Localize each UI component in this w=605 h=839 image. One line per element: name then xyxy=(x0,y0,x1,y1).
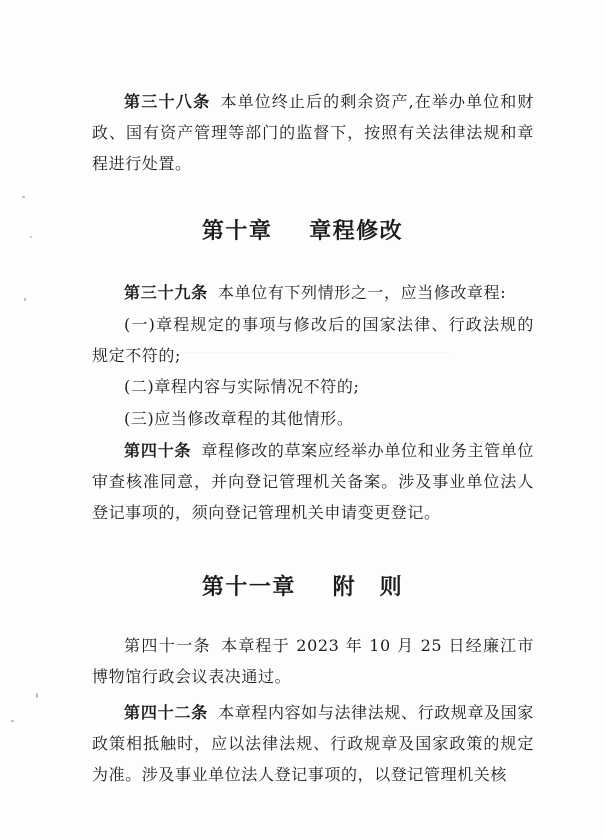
article-42-label: 第四十二条 xyxy=(124,703,209,722)
article-39-item-1: (一)章程规定的事项与修改后的国家法律、行政法规的规定不符的; xyxy=(92,315,534,365)
chapter-10-heading xyxy=(0,214,605,245)
article-41-label: 第四十一条 xyxy=(124,636,212,655)
article-40-text: 章程修改的草案应经举办单位和业务主管单位审查核准同意，并向登记管理机关备案。涉及事业单位法人登记事项的，须向登记管理机关申请变更登记。 xyxy=(92,441,534,522)
article-41-text: 本章程于 2023 年 10 月 25 日经廉江市博物馆行政会议表决通过。 xyxy=(92,636,534,686)
chapter-11-heading xyxy=(0,570,605,601)
article-41 xyxy=(92,630,534,692)
article-38 xyxy=(92,86,534,179)
article-40-label: 第四十条 xyxy=(124,441,192,460)
article-38-text: 本单位终止后的剩余资产,在举办单位和财政、国有资产管理等部门的监督下，按照有关法律法规和章程进行处置。 xyxy=(92,92,534,173)
article-39-item-2: (二)章程内容与实际情况不符的; xyxy=(124,377,360,396)
faint-watermark-trace xyxy=(170,352,450,393)
article-39-item-3: (三)应当修改章程的其他情形。 xyxy=(124,409,354,428)
chapter-10-title: 章程修改 xyxy=(309,219,404,244)
article-39-text: 本单位有下列情形之一，应当修改章程: xyxy=(218,283,507,302)
chapter-10-number: 第十章 xyxy=(201,219,273,244)
article-38-label: 第三十八条 xyxy=(124,92,211,111)
chapter-11-title: 附 则 xyxy=(332,575,404,600)
scan-speck xyxy=(11,720,14,722)
chapter-11-number: 第十一章 xyxy=(201,575,296,600)
article-39-label: 第三十九条 xyxy=(124,283,209,302)
scan-speck xyxy=(36,693,38,698)
article-39 xyxy=(92,277,534,308)
article-40 xyxy=(92,435,534,528)
article-42 xyxy=(92,697,534,790)
scan-speck xyxy=(24,298,26,301)
scan-speck xyxy=(30,236,32,238)
article-42-text: 本章程内容如与法律法规、行政规章及国家政策相抵触时，应以法律法规、行政规章及国家政策的规定为准。涉及事业单位法人登记事项的，以登记管理机关核 xyxy=(92,703,534,784)
scan-speck xyxy=(22,196,25,198)
